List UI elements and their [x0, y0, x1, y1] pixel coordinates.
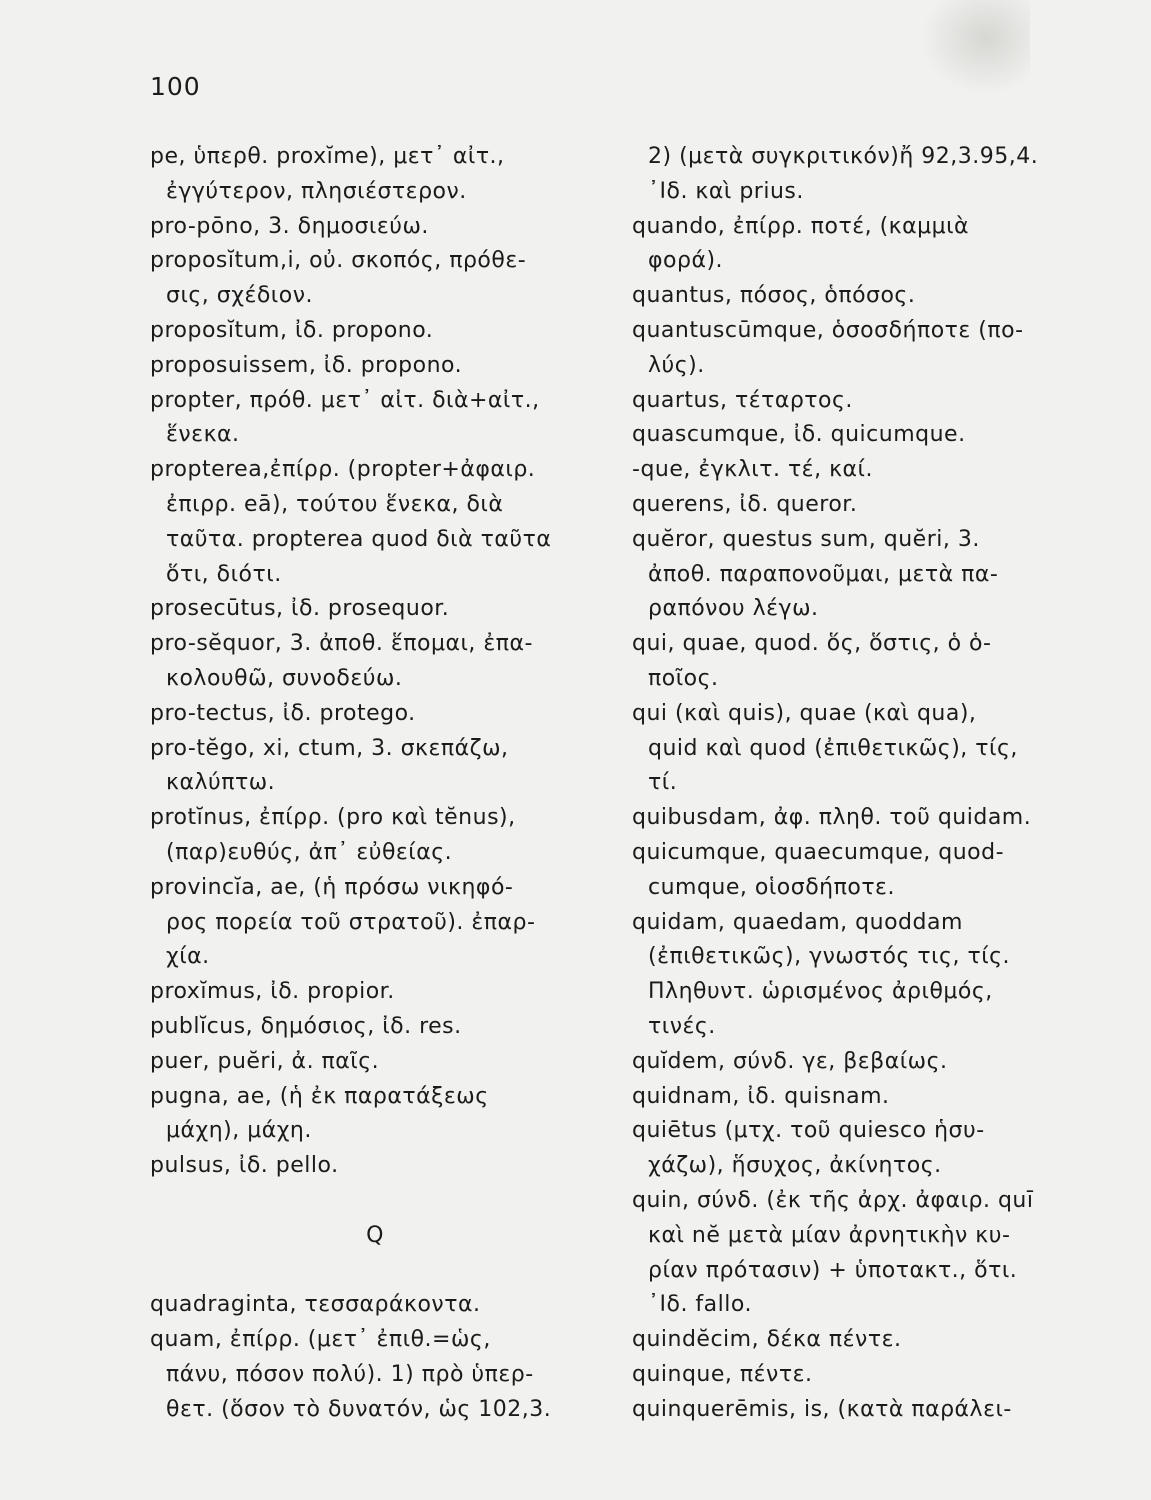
dictionary-line: quicumque, quaecumque, quod-: [632, 839, 1005, 865]
dictionary-line: proposĭtum,i, οὐ. σκοπός, πρόθε-: [150, 248, 527, 274]
dictionary-line: ταῦτα. propterea quod διὰ ταῦτα: [166, 526, 552, 552]
dictionary-line: (παρ)ευθύς, ἀπ᾽ εὐθείας.: [166, 839, 453, 865]
dictionary-line: ποῖος.: [648, 665, 719, 691]
dictionary-line: quid καὶ quod (ἐπιθετικῶς), τίς,: [648, 735, 1018, 761]
dictionary-line: qui, quae, quod. ὅς, ὅστις, ὁ ὁ-: [632, 631, 992, 657]
dictionary-line: ἐπιρρ. eā), τούτου ἕνεκα, διὰ: [166, 491, 504, 517]
dictionary-line: pro-tectus, ἰδ. protego.: [150, 700, 416, 726]
dictionary-line: ᾽Ιδ. καὶ prius.: [648, 178, 804, 204]
page-smudge: [920, 0, 1030, 95]
dictionary-line: -que, ἐγκλιτ. τέ, καί.: [632, 457, 873, 483]
dictionary-line: proposĭtum, ἰδ. propono.: [150, 317, 434, 343]
dictionary-line: quiētus (μτχ. τοῦ quiesco ἡσυ-: [632, 1118, 985, 1144]
dictionary-line: quantuscūmque, ὁσοσδήποτε (πο-: [632, 317, 1024, 343]
dictionary-line: propter, πρόθ. μετ᾽ αἰτ. διὰ+αἰτ.,: [150, 387, 540, 413]
dictionary-line: quam, ἐπίρρ. (μετ᾽ ἐπιθ.=ὡς,: [150, 1327, 491, 1353]
dictionary-line: quantus, πόσος, ὁπόσος.: [632, 283, 916, 309]
dictionary-line: καὶ nĕ μετὰ μίαν ἀρνητικὴν κυ-: [648, 1222, 1011, 1248]
dictionary-line: ρίαν πρότασιν) + ὑποτακτ., ὅτι.: [648, 1257, 1018, 1283]
dictionary-line: τί.: [648, 770, 678, 796]
dictionary-line: σις, σχέδιον.: [166, 283, 313, 309]
dictionary-line: publĭcus, δημόσιος, ἰδ. res.: [150, 1013, 462, 1039]
dictionary-line: quĕror, questus sum, quĕri, 3.: [632, 526, 980, 552]
dictionary-line: πάνυ, πόσον πολύ). 1) πρὸ ὑπερ-: [166, 1361, 534, 1387]
dictionary-line: cumque, οἱοσδήποτε.: [648, 874, 895, 900]
dictionary-line: protĭnus, ἐπίρρ. (pro καὶ tĕnus),: [150, 805, 516, 831]
dictionary-line: χία.: [166, 944, 210, 970]
dictionary-line: quibusdam, ἀφ. πληθ. τοῦ quidam.: [632, 805, 1032, 831]
dictionary-line: quin, σύνδ. (ἐκ τῆς ἀρχ. ἀφαιρ. quī: [632, 1187, 1034, 1213]
dictionary-line: quidam, quaedam, quoddam: [632, 909, 963, 935]
dictionary-line: ἕνεκα.: [166, 422, 240, 448]
dictionary-line: pro-sĕquor, 3. ἀποθ. ἕπομαι, ἐπα-: [150, 631, 533, 657]
dictionary-line: pro-tĕgo, xi, ctum, 3. σκεπάζω,: [150, 735, 509, 761]
dictionary-line: ὅτι, διότι.: [166, 561, 282, 587]
dictionary-line: proxĭmus, ἰδ. propior.: [150, 979, 395, 1005]
dictionary-line: λύς).: [648, 352, 705, 378]
dictionary-line: quinquerēmis, is, (κατὰ παράλει-: [632, 1396, 1012, 1422]
dictionary-line: quĭdem, σύνδ. γε, βεβαίως.: [632, 1048, 948, 1074]
dictionary-line: querens, ἰδ. queror.: [632, 491, 858, 517]
dictionary-line: pe, ὑπερθ. proxĭme), μετ᾽ αἰτ.,: [150, 144, 505, 169]
dictionary-line: θετ. (ὅσον τὸ δυνατόν, ὡς 102,3.: [166, 1396, 552, 1422]
dictionary-line: puer, puĕri, ἀ. παῖς.: [150, 1048, 380, 1074]
dictionary-line: 2) (μετὰ συγκριτικόν)ἤ 92,3.95,4.: [648, 144, 1039, 169]
dictionary-line: [150, 1184, 600, 1219]
dictionary-line: quidnam, ἰδ. quisnam.: [632, 1083, 890, 1109]
dictionary-line: ἐγγύτερον, πλησιέστερον.: [166, 178, 467, 204]
dictionary-line: pro-pōno, 3. δημοσιεύω.: [150, 213, 429, 239]
dictionary-line: quindĕcim, δέκα πέντε.: [632, 1327, 902, 1353]
dictionary-line: καλύπτω.: [166, 770, 276, 796]
left-column: [150, 140, 600, 1427]
dictionary-line: μάχη), μάχη.: [166, 1118, 312, 1144]
dictionary-line: χάζω), ἥσυχος, ἀκίνητος.: [648, 1153, 942, 1179]
dictionary-line: propterea,ἐπίρρ. (propter+ἀφαιρ.: [150, 457, 536, 483]
page-number: 100: [150, 72, 201, 101]
dictionary-line: (ἐπιθετικῶς), γνωστός τις, τίς.: [648, 944, 1011, 970]
dictionary-line: quinque, πέντε.: [632, 1361, 813, 1387]
dictionary-line: quadraginta, τεσσαράκοντα.: [150, 1292, 481, 1318]
dictionary-line: ραπόνου λέγω.: [648, 596, 819, 622]
dictionary-line: pulsus, ἰδ. pello.: [150, 1153, 339, 1179]
dictionary-line: qui (καὶ quis), quae (καὶ qua),: [632, 700, 977, 726]
dictionary-line: proposuissem, ἰδ. propono.: [150, 352, 463, 378]
dictionary-line: ᾽Ιδ. fallo.: [648, 1292, 752, 1318]
dictionary-line: prosecūtus, ἰδ. prosequor.: [150, 596, 450, 622]
dictionary-line: ρος πορεία τοῦ στρατοῦ). ἐπαρ-: [166, 909, 536, 935]
dictionary-line: φορά).: [648, 248, 724, 274]
dictionary-line: ἀποθ. παραπονοῦμαι, μετὰ πα-: [648, 561, 999, 587]
dictionary-line: provincĭa, ae, (ἡ πρόσω νικηφό-: [150, 874, 514, 900]
dictionary-line: τινές.: [648, 1013, 716, 1039]
dictionary-line: [150, 1254, 600, 1289]
right-column: [632, 140, 1117, 1427]
dictionary-line: quascumque, ἰδ. quicumque.: [632, 422, 966, 448]
section-letter: Q: [366, 1222, 384, 1248]
dictionary-line: quartus, τέταρτος.: [632, 387, 853, 413]
dictionary-line: κολουθῶ, συνοδεύω.: [166, 665, 403, 691]
dictionary-line: Πληθυντ. ὡρισμένος ἀριθμός,: [648, 979, 993, 1005]
dictionary-line: pugna, ae, (ἡ ἐκ παρατάξεως: [150, 1083, 489, 1109]
dictionary-line: quando, ἐπίρρ. ποτέ, (καμμιὰ: [632, 213, 970, 239]
